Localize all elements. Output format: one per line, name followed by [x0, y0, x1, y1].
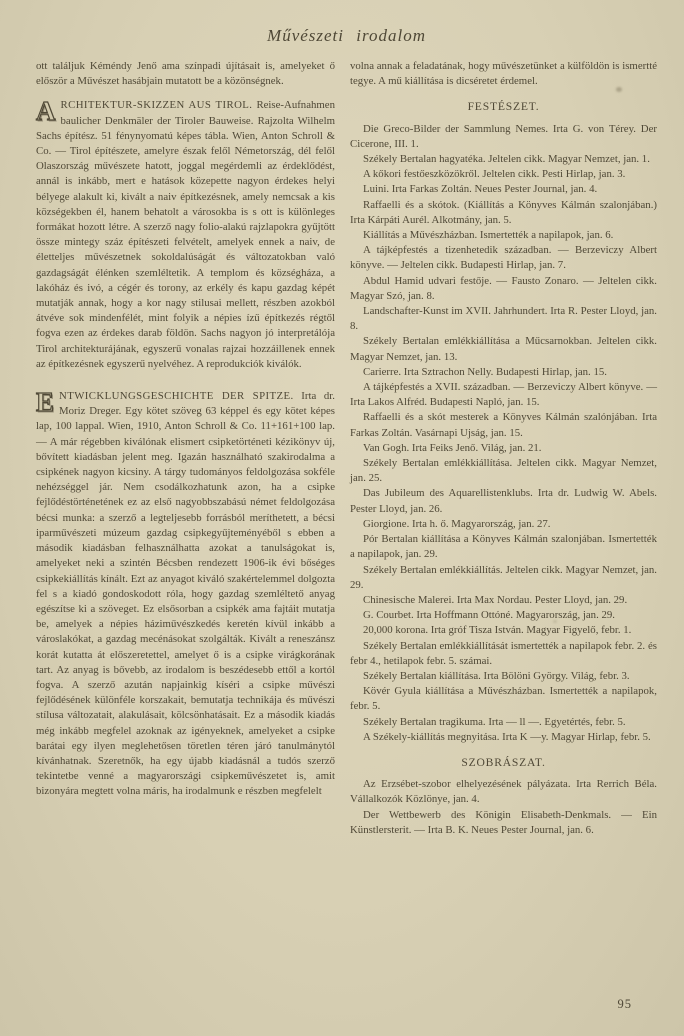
bibliography-entry: A Székely-kiállítás megnyitása. Irta K —y. Magyar Hirlap, febr. 5.	[363, 730, 651, 743]
bibliography-entry: Das Jubileum des Aquarellistenklubs. Irta dr. Ludwig W. Abels. Pester Lloyd, jan. 26.	[350, 487, 657, 515]
article-body: Irta dr. Moriz Dreger. Egy kötet szöveg 63 képpel és egy kötet képes lap, 100 lappal. Wien, 1910, Anton Schroll & Co. 11+161+100 lap. — A már régebben kiválónak elismert csipketörténeti kézikönyv új, bővített kiadásban jelent meg. Igazán használható szakirodalma a csipkének nagyon kicsiny. A tárgy tudományos feldolgozása sokféle nehézséggel jár. Nem csodálkozhatunk azon, ha a csipke fejlődéstörténetének ez az első nagyobbszabású német feldolgozása bécsi munka: a szerző a legteljesebb forrásból meríthetett, a bécsi iparművészeti múzeum gazdag csipkegyűjteményéből s ebben a második kiadásban felhasználhatta azokat a tanulságokat is, amelyeket neki a szintén Bécsben rendezett 1906-ik évi bőséges csipkekiállítás kínált. Ezt az anyagot kiváló szakértelemmel dolgozta fel s a kiadó gondoskodott róla, hogy gazdag szemléltető anyag egészítse ki a szöveget. Ez elsősorban a csipkék ama fajtáit mutatja be, amelyek a népies háziművészkedés keretén kívül inkább a városlakókat, a gazdag mecénásokat szolgálták. Kivált a reneszánsz korát kutatta át előszeretettel, amelyet ő is a csipke virágkorának tart. Az anyag is bővebb, az irodalom is beszédesebb ettől a kortól fogva. A szerző azután napjainkig kíséri a csipke művészi fejlődésének különféle korszakait, bemutatja technikája és művészi stílusa változatait, alakulásait, kölcsönhatásait. Ez a második kiadás még inkább megfelel azoknak az igényeknek, amelyeket a csipke barátai egy ilyen meglehetősen töretlen téren járó tanulmánytól kívánhatnak. Szeretnők, ha egy újabb kiadásnál a tudós szerző tekintetbe venné a magyarországi csipkeművészetet is, amit bizonyára megtett volna máris, ha irodalmunk e részben megfelelt	[36, 390, 335, 798]
continuation-paragraph: volna annak a feladatának, hogy művészetünket a külföldön is ismertté tegye. A mű kiállítása is dicséretet érdemel.	[350, 60, 657, 88]
bibliography-list-festeszet	[350, 122, 657, 745]
bibliography-entry: A tájképfestés a XVII. században. — Berzeviczy Albert könyve. — Irta Lakos Alfréd. Budapesti Napló, jan. 15.	[350, 381, 657, 409]
bibliography-entry: Chinesische Malerei. Irta Max Nordau. Pester Lloyd, jan. 29.	[363, 593, 628, 606]
bibliography-entry: Kövér Gyula kiállítása a Művészházban. Ismertették a napilapok, febr. 5.	[350, 685, 657, 713]
bibliography-entry: Van Gogh. Irta Feiks Jenő. Világ, jan. 21.	[363, 441, 542, 454]
bibliography-entry: Raffaelli és a skótok. (Kiállítás a Könyves Kálmán szalonjában.) Irta Kárpáti Aurél. Alkotmány, jan. 5.	[350, 198, 657, 226]
bibliography-entry: Der Wettbewerb des Königin Elisabeth-Denkmals. — Ein Künstlersterit. — Irta B. K. Neues Pester Journal, jan. 6.	[350, 808, 657, 836]
bibliography-entry: Die Greco-Bilder der Sammlung Nemes. Irta G. von Térey. Der Cicerone, III. 1.	[350, 122, 657, 150]
article-body: Reise-Aufnahmen baulicher Denkmäler der Tiroler Bauweise. Rajzolta Wilhelm Sachs építész. 51 fénynyomatú képes tábla. Wien, Anton Schroll & Co. — Tirol építészete, amelyre észak felől Németország, dél felől Olaszország művészete hatott, joggal megérdemli az érdeklődést, annál is inkább, mert e hatások közepette nagyon érdekes helyi bélyege alakult ki, kivált a naiv építkezésnek, amely nemcsak a kis községekben él, hanem behatolt a városokba is s ott is különleges formákat hozott létre. A szerző nagy folio-alakú rajzlapokra gyűjtött össze mintegy száz építészeti felvételt, amelyek ennek a naiv, de életteljes művészetnek sokoldalúságát és változatokban való gazdagságát élénken szemléltetik. A templom és községháza, a lakóház és ivó, a cégér és torony, az erkély és kapu gazdag képét mutatják annak, hogy a kor nagy stilusai mellett, részben azokból átvéve sok mindenfélét, mint folyik a népies ízű építkezés régtől fogva ezen az érdekes darab földön. Sachs nagyon jó interpretálója Tirol architekturájának, egyszerű vonalas rajzai hozzáillenek ennek az építkezésnek egyszerű nyelvéhez. A reprodukciók kiválók.	[36, 99, 335, 370]
section-heading-festeszet: FESTÉSZET.	[467, 100, 540, 114]
bibliography-entry: Székely Bertalan emlékkiállítása a Műcsarnokban. Jeltelen cikk. Magyar Nemzet, jan. 13.	[350, 335, 657, 363]
article-architektur-skizzen	[36, 98, 335, 372]
bibliography-entry: Landschafter-Kunst im XVII. Jahrhundert. Irta R. Pester Lloyd, jan. 8.	[350, 305, 657, 333]
bibliography-entry: G. Courbet. Irta Hoffmann Ottóné. Magyarország, jan. 29.	[363, 609, 615, 622]
bibliography-entry: Székely Bertalan hagyatéka. Jeltelen cikk. Magyar Nemzet, jan. 1.	[363, 153, 650, 166]
bibliography-entry: Pór Bertalan kiállítása a Könyves Kálmán szalonjában. Ismertették a napilapok, jan. 29.	[350, 533, 657, 561]
article-title: NTWICKLUNGSGESCHICHTE DER SPITZE.	[59, 390, 294, 403]
article-entwicklungsgeschichte	[36, 389, 335, 799]
dropcap-initial: A	[36, 96, 56, 127]
bibliography-entry: Székely Bertalan emlékkiállítás. Jeltelen cikk. Magyar Nemzet, jan. 29.	[350, 563, 657, 591]
intro-paragraph: ott találjuk Kéméndy Jenő ama színpadi újításait is, amelyeket ő először a Művészet hasábjain mutatott be a közönségnek.	[36, 60, 335, 88]
bibliography-entry: A kőkori festőeszközökről. Jeltelen cikk. Pesti Hirlap, jan. 3.	[363, 168, 626, 181]
page-number: 95	[617, 996, 632, 1011]
bibliography-entry: Giorgione. Irta h. ő. Magyarország, jan. 27.	[363, 517, 551, 530]
bibliography-entry: Székely Bertalan emlékkiállítása. Jeltelen cikk. Magyar Nemzet, jan. 25.	[350, 457, 657, 485]
bibliography-entry: Carierre. Irta Sztrachon Nelly. Budapesti Hirlap, jan. 15.	[363, 365, 607, 378]
two-column-layout	[36, 59, 657, 838]
dropcap-initial: E	[36, 387, 55, 418]
bibliography-entry: Raffaelli és a skót mesterek a Könyves Kálmán szalónjában. Irta Farkas Zoltán. Vasárnapi Ujság, jan. 15.	[350, 411, 657, 439]
bibliography-entry: 20,000 korona. Irta gróf Tisza István. Magyar Figyelő, febr. 1.	[363, 624, 632, 637]
right-column	[350, 59, 657, 838]
bibliography-entry: Abdul Hamid udvari festője. — Fausto Zonaro. — Jeltelen cikk. Magyar Szó, jan. 8.	[350, 274, 657, 302]
bibliography-entry: Luini. Irta Farkas Zoltán. Neues Pester Journal, jan. 4.	[363, 183, 598, 196]
bibliography-list-szobraszat	[350, 777, 657, 838]
bibliography-entry: Székely Bertalan emlékkiállítását ismertették a napilapok febr. 2. és febr 4., hetilapok febr. 5. számai.	[350, 639, 657, 667]
bibliography-entry: Kiállítás a Művészházban. Ismertették a napilapok, jan. 6.	[363, 229, 614, 242]
left-column	[36, 59, 335, 838]
bibliography-entry: Székely Bertalan kiállítása. Irta Bölöni György. Világ, febr. 3.	[363, 669, 630, 682]
bibliography-entry: Székely Bertalan tragikuma. Irta — ll —. Egyetértés, febr. 5.	[363, 715, 626, 728]
ink-stain	[616, 87, 622, 92]
bibliography-entry: Az Erzsébet-szobor elhelyezésének pályázata. Irta Rerrich Béla. Vállalkozók Közlönye, jan. 4.	[350, 778, 657, 806]
page-title: Művészeti irodalom	[267, 26, 426, 45]
section-heading-szobraszat: SZOBRÁSZAT.	[461, 755, 546, 769]
article-title: RCHITEKTUR-SKIZZEN AUS TIROL.	[60, 99, 253, 112]
bibliography-entry: A tájképfestés a tizenhetedik században. — Berzeviczy Albert könyve. — Jeltelen cikk. Budapesti Hirlap, jan. 7.	[350, 244, 657, 272]
ink-stain	[553, 620, 557, 623]
